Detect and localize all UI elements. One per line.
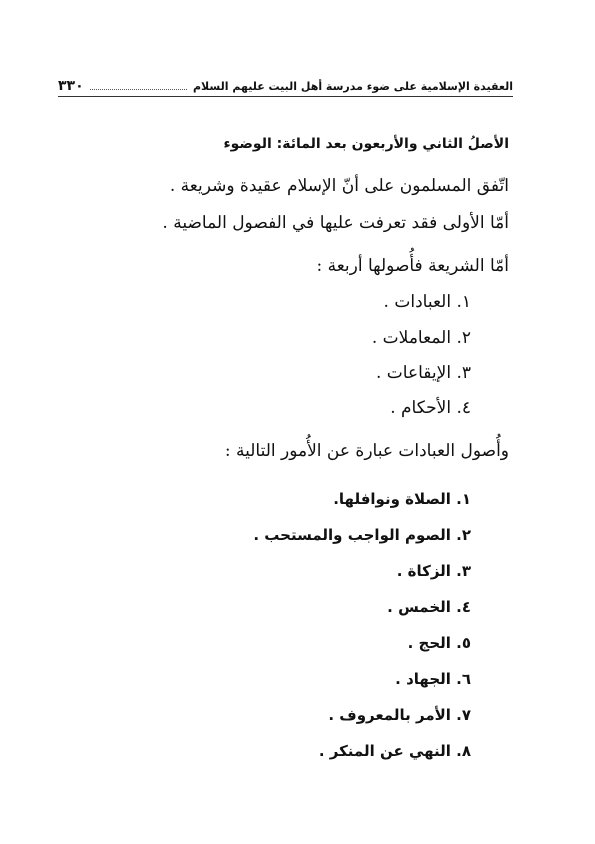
worship-intro: وأُصول العبادات عبارة عن الأُمور التالية : — [224, 441, 509, 461]
worship-list-item: ٥. الحج . — [407, 634, 471, 652]
section-heading: الأصلُ الثاني والأربعون بعد المائة: الوضوء — [223, 136, 509, 152]
worship-list-item: ١. الصلاة ونوافلها. — [333, 490, 471, 508]
paragraph-3: أمّا الشريعة فأُصولها أربعة : — [316, 256, 509, 276]
worship-list-item: ٧. الأمر بالمعروف . — [328, 706, 471, 724]
worship-list-item: ٣. الزكاة . — [396, 562, 471, 580]
worship-list-item: ٤. الخمس . — [387, 598, 471, 616]
paragraph-1: اتّفق المسلمون على أنّ الإسلام عقيدة وشريعة . — [169, 176, 509, 196]
shariah-list-item: ٢. المعاملات . — [371, 328, 471, 348]
worship-list-item: ٢. الصوم الواجب والمستحب . — [253, 526, 471, 544]
shariah-list-item: ١. العبادات . — [383, 292, 471, 312]
page-number: ٣٣٠ — [58, 78, 84, 94]
running-title: العقيدة الإسلامية على ضوء مدرسة أهل البيت عليهم السلام — [192, 80, 513, 93]
shariah-list-item: ٤. الأحكام . — [390, 398, 471, 418]
paragraph-2: أمّا الأولى فقد تعرفت عليها في الفصول الماضية . — [162, 213, 509, 233]
header-dotted-leader — [90, 89, 187, 90]
running-header — [58, 74, 513, 97]
worship-list-item: ٦. الجهاد . — [395, 670, 471, 688]
worship-list-item: ٨. النهي عن المنكر . — [318, 742, 471, 760]
shariah-list-item: ٣. الإيقاعات . — [375, 363, 471, 383]
